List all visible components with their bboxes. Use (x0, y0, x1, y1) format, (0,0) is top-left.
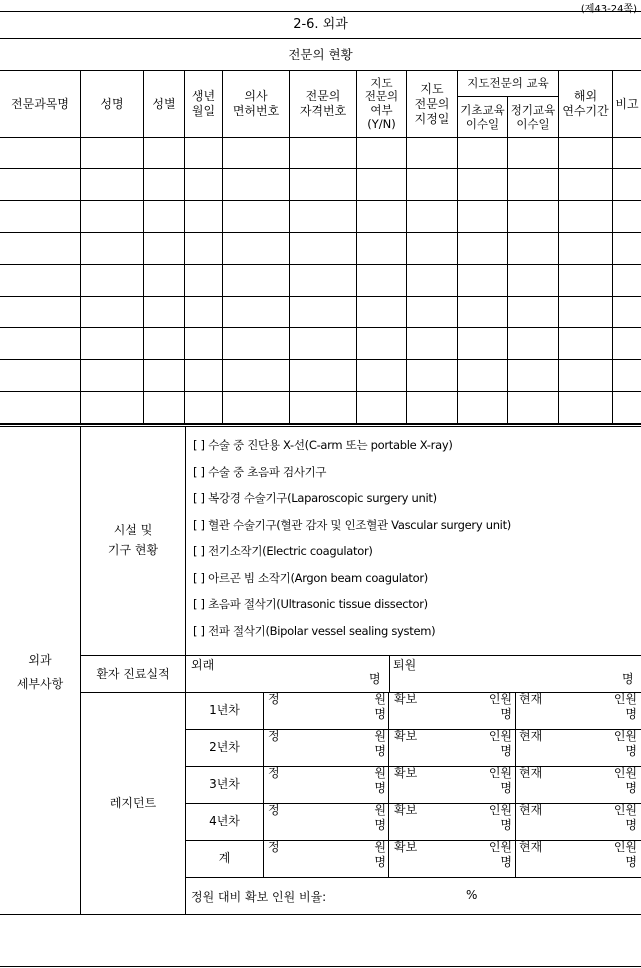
checklist-item[interactable]: [ ] 전기소작기(Electric coagulator) (193, 544, 373, 558)
resident-year-label: 계 (218, 851, 231, 865)
secured-label: 확보 (394, 729, 418, 743)
col-header-gender: 성별 (152, 96, 176, 111)
quota-label: 정 (268, 692, 280, 706)
current-unit: 인원 명 (613, 692, 637, 721)
checklist-item[interactable]: [ ] 수술 중 진단용 X-선(C-arm 또는 portable X-ray) (193, 438, 453, 452)
col-header-name: 성명 (100, 96, 124, 111)
quota-label: 정 (268, 803, 280, 817)
section-title: 2-6. 외과 (293, 16, 348, 32)
col-header-designation-date: 지도 전문의 지정일 (414, 81, 450, 126)
current-unit: 인원 명 (613, 729, 637, 758)
resident-label: 레지던트 (109, 795, 157, 810)
current-unit: 인원 명 (613, 766, 637, 795)
outpatient-label: 외래 (191, 658, 215, 672)
quota-unit: 원 명 (374, 803, 386, 832)
discharge-label: 퇴원 (393, 658, 417, 672)
col-header-license: 의사 면허번호 (232, 89, 280, 118)
col-header-remarks: 비고 (615, 96, 639, 111)
secured-unit: 인원 명 (488, 840, 512, 869)
quota-label: 정 (268, 766, 280, 780)
current-unit: 인원 명 (613, 803, 637, 832)
secured-label: 확보 (394, 803, 418, 817)
checklist-item[interactable]: [ ] 아르곤 빔 소작기(Argon beam coagulator) (193, 570, 428, 585)
quota-unit: 원 명 (374, 766, 386, 795)
table-subtitle: 전문의 현황 (288, 46, 353, 62)
equipment-checklist (193, 432, 638, 644)
page-tag: (제43-24쪽) (580, 4, 637, 15)
current-label: 현재 (519, 729, 543, 743)
col-header-specialty: 전문과목명 (11, 96, 69, 111)
current-unit: 인원 명 (613, 840, 637, 869)
col-header-instructor: 지도 전문의 여부 (Y/N) (364, 75, 399, 131)
secured-unit: 인원 명 (488, 803, 512, 832)
secured-unit: 인원 명 (488, 692, 512, 721)
quota-unit: 원 명 (374, 729, 386, 758)
secured-label: 확보 (394, 766, 418, 780)
resident-year-label: 4년차 (209, 814, 240, 828)
secured-label: 확보 (394, 692, 418, 706)
quota-unit: 원 명 (374, 692, 386, 721)
col-header-cert: 전문의 자격번호 (299, 89, 347, 118)
quota-label: 정 (268, 729, 280, 743)
checklist-item[interactable]: [ ] 복강경 수술기구(Laparoscopic surgery unit) (193, 491, 437, 505)
quota-label: 정 (268, 840, 280, 854)
col-header-birth: 생년 월일 (191, 89, 216, 118)
col-header-overseas: 해외 연수기간 (562, 89, 609, 118)
resident-year-label: 1년차 (209, 703, 240, 717)
quota-ratio-label: 정원 대비 확보 인원 비율: (191, 890, 327, 904)
current-label: 현재 (519, 692, 543, 706)
secured-unit: 인원 명 (488, 729, 512, 758)
secured-label: 확보 (394, 840, 418, 854)
col-header-training: 지도전문의 교육 (467, 76, 549, 91)
col-header-regular-training: 정기교육 이수일 (510, 102, 556, 131)
checklist-item[interactable]: [ ] 혈관 수술기구(혈관 감자 및 인조혈관 Vascular surgery unit) (193, 517, 511, 532)
current-label: 현재 (519, 803, 543, 817)
col-header-basic-training: 기초교육 이수일 (460, 102, 505, 131)
checklist-item[interactable]: [ ] 초음파 절삭기(Ultrasonic tissue dissector) (193, 597, 428, 611)
checklist-item[interactable]: [ ] 수술 중 초음파 검사기구 (193, 464, 327, 479)
checklist-item[interactable]: [ ] 전파 절삭기(Bipolar vessel sealing system) (193, 623, 436, 638)
resident-year-label: 3년차 (209, 777, 240, 791)
details-section-label: 외과 세부사항 (16, 653, 64, 691)
outpatient-unit: 명 (369, 672, 381, 686)
secured-unit: 인원 명 (488, 766, 512, 795)
discharge-unit: 명 (622, 672, 634, 686)
current-label: 현재 (519, 840, 543, 854)
patient-record-label: 환자 진료실적 (96, 666, 170, 681)
resident-year-label: 2년차 (209, 740, 240, 754)
quota-unit: 원 명 (374, 840, 386, 869)
quota-ratio-unit: % (466, 888, 478, 902)
current-label: 현재 (519, 766, 543, 780)
facilities-label: 시설 및 기구 현황 (107, 523, 159, 557)
